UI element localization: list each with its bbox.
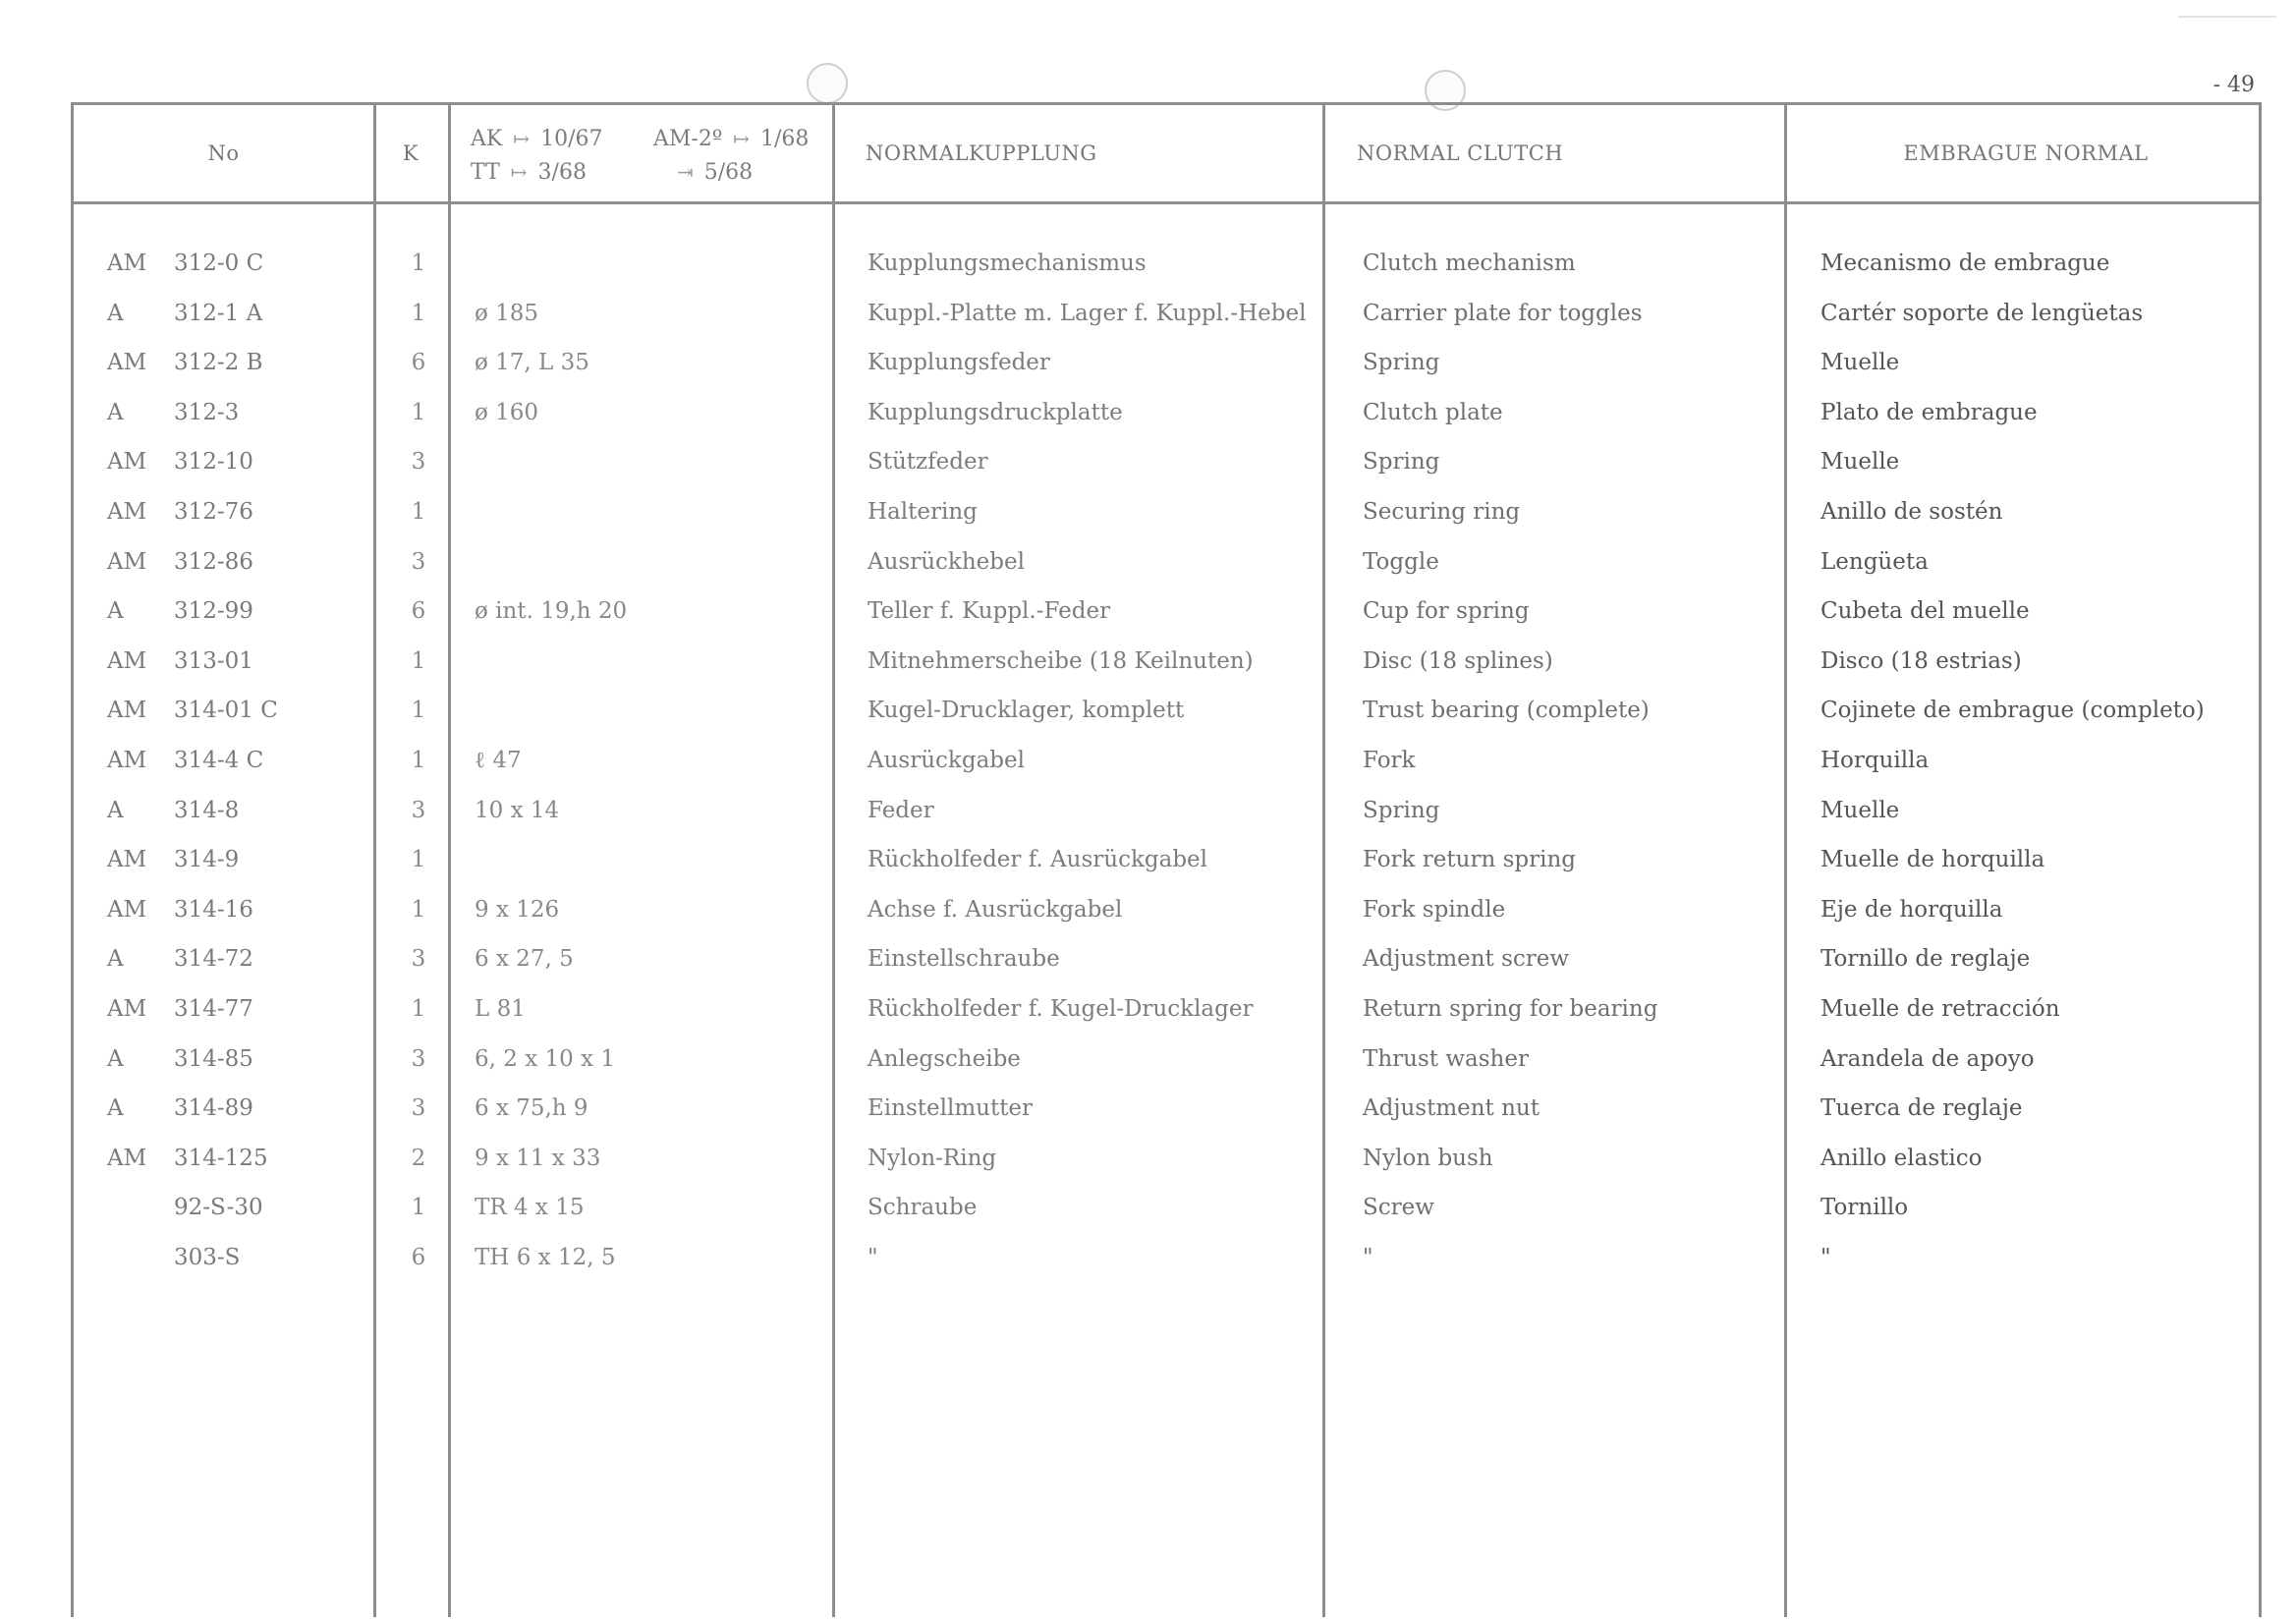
part-number: 92-S-30 [174,1195,263,1221]
part-prefix: AM [107,698,147,724]
part-name-spanish: Cojinete de embrague (completo) [1820,698,2205,724]
part-name-german: Nylon-Ring [868,1145,997,1171]
part-number: 314-4 C [174,748,264,773]
header-k: K [402,141,420,165]
table-row [74,1044,2259,1093]
part-name-german: Mitnehmerscheibe (18 Keilnuten) [868,647,1254,674]
part-name-spanish: Horquilla [1820,748,1930,773]
part-name-german: Kuppl.-Platte m. Lager f. Kuppl.-Hebel [868,300,1307,326]
model-end-date: 5/68 [703,160,754,185]
part-name-german: " [868,1245,878,1270]
part-number: 312-86 [174,548,253,575]
part-name-english: Thrust washer [1363,1045,1529,1072]
part-quantity: 6 [411,350,426,376]
part-dimension: ø int. 19,h 20 [475,598,628,625]
part-quantity: 1 [411,996,426,1022]
part-name-english: Return spring for bearing [1363,996,1658,1022]
parts-table [71,102,2262,1617]
part-name-german: Achse f. Ausrückgabel [868,896,1123,923]
part-prefix: A [107,1095,124,1122]
part-name-english: Toggle [1363,548,1439,575]
table-row [74,944,2259,993]
part-quantity: 3 [411,1095,426,1122]
part-prefix: AM [107,251,147,276]
part-dimension: 10 x 14 [475,797,560,823]
table-row [74,1144,2259,1193]
part-dimension: TR 4 x 15 [475,1195,585,1221]
model-am2-date: 1/68 [759,127,810,151]
part-name-english: Fork spindle [1363,896,1506,923]
part-name-german: Kupplungsfeder [868,350,1050,376]
part-name-spanish: Muelle [1820,350,1900,376]
part-name-spanish: Anillo elastico [1820,1145,1983,1171]
header-no: No [207,141,240,165]
part-name-spanish: Plato de embrague [1820,399,2038,425]
part-quantity: 3 [411,946,426,973]
arrow-right-icon: ↦ [510,160,528,184]
model-am2: AM-2º [653,127,723,151]
part-name-spanish: Mecanismo de embrague [1820,251,2110,276]
part-number: 314-01 C [174,698,278,724]
header-divider [74,201,2259,204]
corner-mark [2178,16,2276,18]
part-quantity: 1 [411,847,426,873]
part-name-english: Adjustment nut [1363,1095,1540,1122]
part-name-german: Kugel-Drucklager, komplett [868,698,1185,724]
part-prefix: AM [107,996,147,1022]
part-dimension: 6, 2 x 10 x 1 [475,1045,615,1072]
part-number: 303-S [174,1245,241,1270]
part-number: 313-01 [174,647,253,674]
part-name-spanish: Muelle de horquilla [1820,847,2045,873]
part-prefix: A [107,797,124,823]
part-name-german: Schraube [868,1195,978,1221]
part-prefix: AM [107,350,147,376]
part-prefix: A [107,946,124,973]
part-quantity: 3 [411,449,426,476]
part-quantity: 1 [411,399,426,425]
part-name-english: Spring [1363,350,1440,376]
table-row [74,1193,2259,1242]
part-name-spanish: Muelle [1820,797,1900,823]
arrow-right-icon: ↦ [513,127,531,150]
part-name-spanish: Cubeta del muelle [1820,598,2030,625]
part-number: 314-9 [174,847,240,873]
part-name-german: Haltering [868,499,978,525]
part-name-english: Adjustment screw [1363,946,1570,973]
part-name-german: Einstellmutter [868,1095,1034,1122]
part-number: 314-125 [174,1145,268,1171]
part-number: 314-16 [174,896,253,923]
part-quantity: 1 [411,896,426,923]
part-prefix: A [107,399,124,425]
part-dimension: ø 160 [475,399,539,425]
part-name-spanish: Tuerca de reglaje [1820,1095,2023,1122]
model-ak-date: 10/67 [540,127,603,151]
part-number: 314-89 [174,1095,253,1122]
part-number: 314-8 [174,797,240,823]
part-name-spanish: Tornillo de reglaje [1820,946,2031,973]
table-row [74,398,2259,447]
part-dimension: ø 17, L 35 [475,350,589,376]
part-name-spanish: Anillo de sostén [1820,499,2003,525]
part-quantity: 1 [411,748,426,773]
model-ak: AK [471,127,503,151]
part-dimension: 6 x 75,h 9 [475,1095,588,1122]
part-number: 312-99 [174,598,253,625]
part-name-german: Teller f. Kuppl.-Feder [868,598,1111,625]
part-name-english: Nylon bush [1363,1145,1493,1171]
arrow-right-icon: ↦ [733,127,750,150]
arrow-to-bar-icon: ⇥ [677,160,694,184]
table-row [74,895,2259,944]
part-name-german: Kupplungsmechanismus [868,251,1147,276]
part-name-english: Clutch plate [1363,399,1503,425]
page-number: - 49 [2212,73,2255,97]
part-dimension: 9 x 11 x 33 [475,1145,601,1171]
part-name-german: Rückholfeder f. Ausrückgabel [868,847,1208,873]
table-row [74,447,2259,496]
table-row [74,497,2259,546]
part-name-german: Ausrückgabel [868,748,1025,773]
table-row [74,348,2259,397]
header-german: NORMALKUPPLUNG [866,141,1097,165]
part-prefix: A [107,1045,124,1072]
table-row [74,796,2259,845]
part-name-spanish: Disco (18 estrias) [1820,647,2022,674]
part-quantity: 3 [411,548,426,575]
part-name-english: Securing ring [1363,499,1521,525]
part-dimension: 9 x 126 [475,896,560,923]
part-name-german: Feder [868,797,934,823]
part-prefix: A [107,300,124,326]
part-number: 314-77 [174,996,253,1022]
part-name-english: Carrier plate for toggles [1363,300,1643,326]
part-prefix: AM [107,896,147,923]
model-tt-date: 3/68 [537,160,587,185]
part-name-spanish: " [1820,1245,1831,1270]
header-english: NORMAL CLUTCH [1357,141,1564,165]
punch-hole-left [807,63,848,104]
part-name-german: Kupplungsdruckplatte [868,399,1123,425]
part-number: 312-2 B [174,350,263,376]
part-dimension: 6 x 27, 5 [475,946,574,973]
part-name-german: Ausrückhebel [868,548,1025,575]
part-dimension: ø 185 [475,300,539,326]
part-name-spanish: Eje de horquilla [1820,896,2003,923]
part-name-german: Stützfeder [868,449,988,476]
table-row [74,547,2259,596]
part-quantity: 3 [411,1045,426,1072]
part-name-english: Disc (18 splines) [1363,647,1553,674]
part-prefix: AM [107,647,147,674]
part-prefix: AM [107,1145,147,1171]
part-prefix: AM [107,548,147,575]
part-name-english: Spring [1363,449,1440,476]
table-row [74,994,2259,1043]
part-prefix: AM [107,847,147,873]
part-number: 314-85 [174,1045,253,1072]
table-row [74,1243,2259,1292]
part-prefix: AM [107,499,147,525]
part-name-spanish: Muelle [1820,449,1900,476]
part-dimension: L 81 [475,996,526,1022]
part-name-spanish: Tornillo [1820,1195,1909,1221]
part-name-german: Anlegscheibe [868,1045,1021,1072]
part-dimension: TH 6 x 12, 5 [475,1245,616,1270]
part-quantity: 1 [411,647,426,674]
table-row [74,845,2259,894]
part-quantity: 1 [411,300,426,326]
part-number: 312-76 [174,499,253,525]
table-row [74,746,2259,795]
table-row [74,646,2259,696]
header-spanish: EMBRAGUE NORMAL [1903,141,2149,165]
table-row [74,596,2259,645]
part-quantity: 2 [411,1145,426,1171]
table-row [74,1093,2259,1143]
part-name-german: Einstellschraube [868,946,1060,973]
table-row [74,249,2259,298]
header-models [445,105,907,201]
part-prefix: A [107,598,124,625]
part-dimension: ℓ 47 [475,748,522,773]
part-quantity: 6 [411,1245,426,1270]
table-row [74,299,2259,348]
part-quantity: 1 [411,698,426,724]
part-quantity: 1 [411,1195,426,1221]
part-number: 312-1 A [174,300,263,326]
part-name-german: Rückholfeder f. Kugel-Drucklager [868,996,1254,1022]
part-quantity: 6 [411,598,426,625]
part-name-english: Screw [1363,1195,1434,1221]
part-name-english: Fork return spring [1363,847,1576,873]
part-prefix: AM [107,449,147,476]
part-name-spanish: Cartér soporte de lengüetas [1820,300,2144,326]
part-quantity: 1 [411,251,426,276]
part-name-spanish: Lengüeta [1820,548,1929,575]
part-name-english: Fork [1363,748,1416,773]
part-quantity: 3 [411,797,426,823]
part-name-spanish: Muelle de retracción [1820,996,2060,1022]
part-number: 312-0 C [174,251,264,276]
table-row [74,696,2259,745]
part-name-english: Cup for spring [1363,598,1530,625]
part-name-spanish: Arandela de apoyo [1820,1045,2035,1072]
part-name-english: " [1363,1245,1373,1270]
part-number: 314-72 [174,946,253,973]
part-prefix: AM [107,748,147,773]
part-name-english: Trust bearing (complete) [1363,698,1650,724]
part-number: 312-10 [174,449,253,476]
part-number: 312-3 [174,399,240,425]
part-name-english: Spring [1363,797,1440,823]
part-quantity: 1 [411,499,426,525]
model-tt: TT [471,160,500,185]
part-name-english: Clutch mechanism [1363,251,1576,276]
